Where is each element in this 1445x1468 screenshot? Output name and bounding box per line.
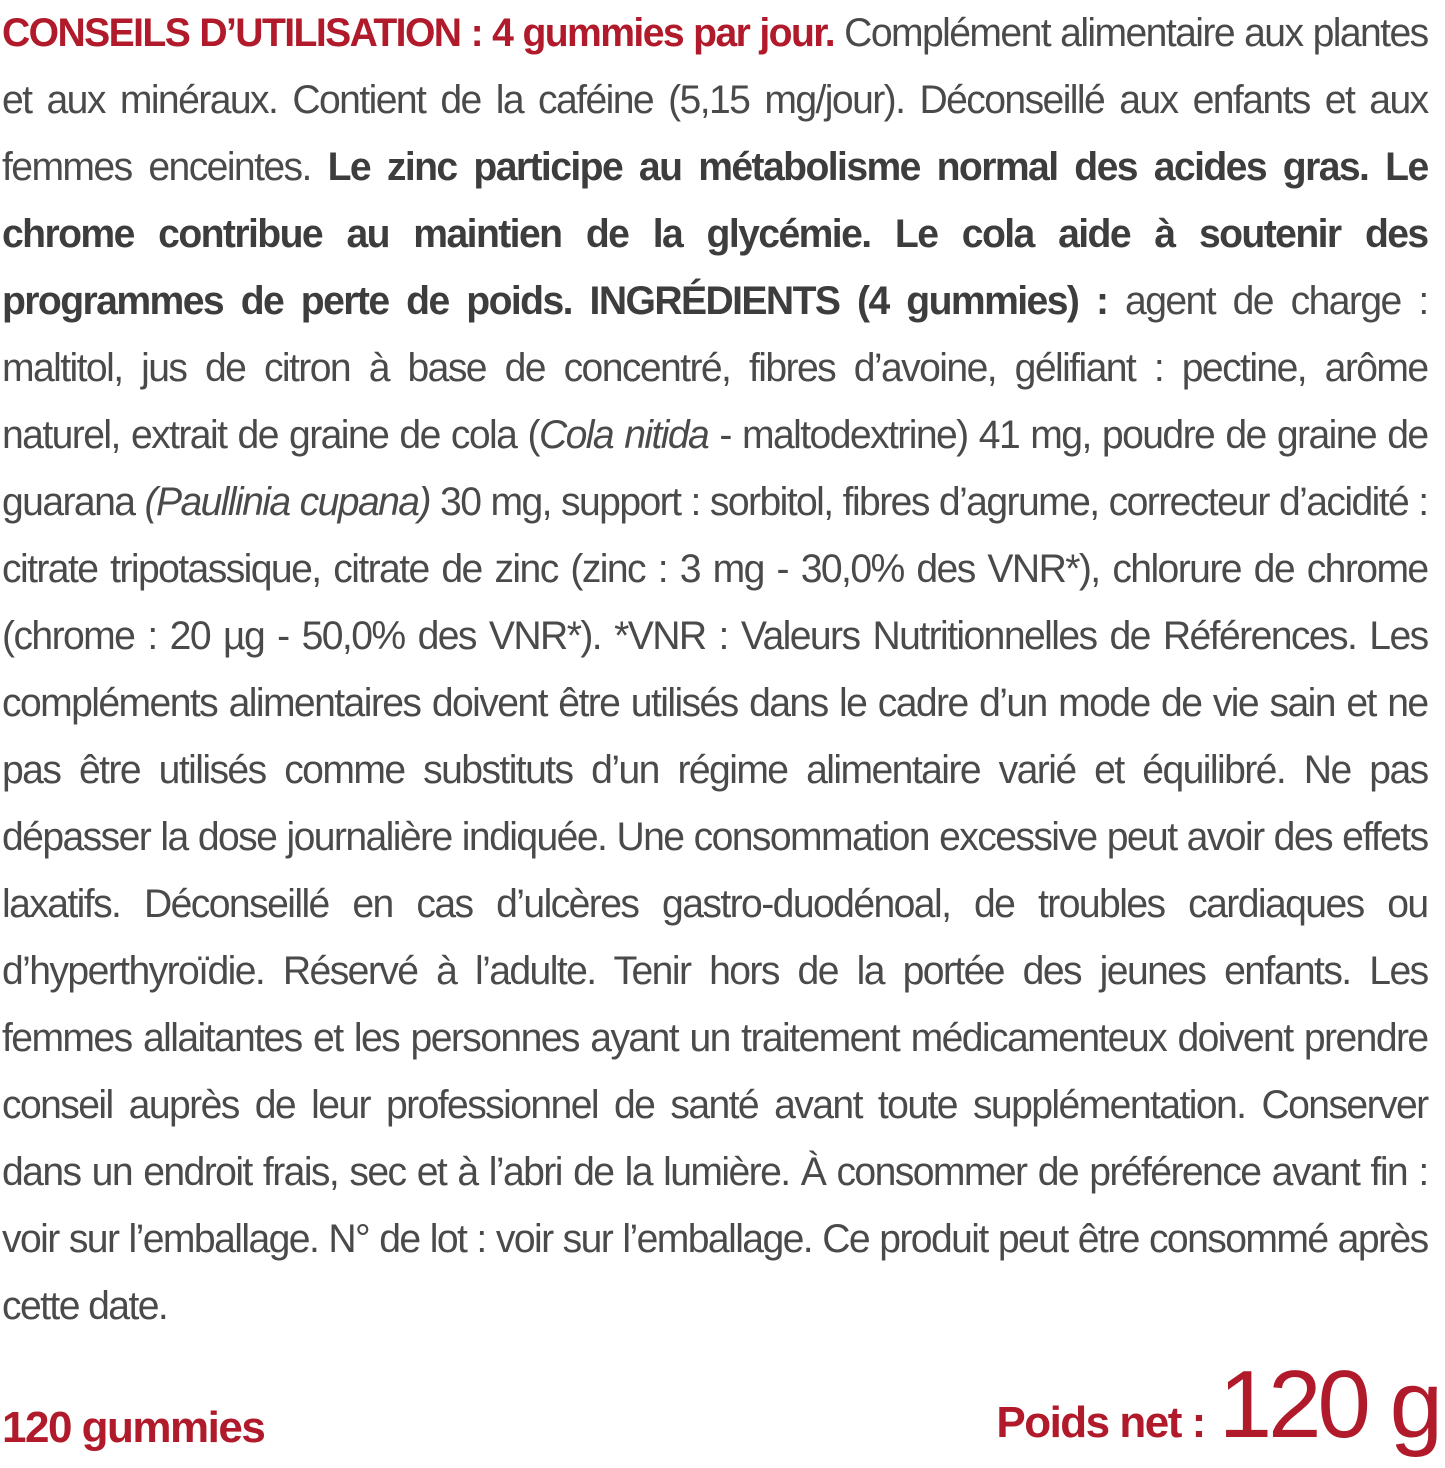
gummies-count: 120 gummies: [2, 1403, 265, 1452]
net-weight-value: 120 g: [1218, 1351, 1439, 1458]
net-weight: [996, 1351, 1439, 1458]
guarana-latin-name: (Paullinia cupana): [144, 480, 430, 524]
ingredients-part-3: 30 mg, support : sorbitol, fibres d’agrume, correcteur d’acidité : citrate tripotassique, citrate de zinc (zinc : 3 mg - 30,0% des VNR*), chlorure de chrome (chrome : 20 µg - 50,0% des VNR*). *VNR : Valeurs Nutritionnelles de Références. Les compléments alimentaires doivent être utilisés dans le cadre d’un mode de vie sain et ne pas être utilisés comme substituts d’un régime alimentaire varié et équilibré. Ne pas dépasser la dose journalière indiquée. Une consommation excessive peut avoir des effets laxatifs. Déconseillé en cas d’ulcères gastro-duodénoal, de troubles cardiaques ou d’hyperthyroïdie. Réservé à l’adulte. Tenir hors de la portée des jeunes enfants. Les femmes allaitantes et les personnes ayant un traitement médicamenteux doivent prendre conseil auprès de leur professionnel de santé avant toute supplémentation. Conserver dans un endroit frais, sec et à l’abri de la lumière. À consommer de préférence avant fin : voir sur l’emballage. N° de lot : voir sur l’emballage. Ce produit peut être consommé après cette date.: [2, 480, 1428, 1328]
ingredients-part-2: - maltodextrine) 41 mg, poudre de graine de guarana: [2, 413, 1428, 524]
net-weight-label: Poids net :: [996, 1398, 1205, 1447]
health-claims: Le zinc participe au métabolisme normal des acides gras. Le chrome contribue au maintien de la glycémie. Le cola aide à soutenir des programmes de perte de poids. INGRÉDIENTS (4 gummies) :: [2, 145, 1428, 323]
product-label-text: [2, 0, 1428, 1340]
intro-text: Complément alimentaire aux plantes et aux minéraux. Contient de la caféine (5,15 mg/jour). Déconseillé aux enfants et aux femmes enceintes.: [2, 11, 1428, 189]
ingredients-part-1: agent de charge : maltitol, jus de citron à base de concentré, fibres d’avoine, gélifiant : pectine, arôme naturel, extrait de graine de cola (: [2, 279, 1428, 457]
usage-heading: CONSEILS D’UTILISATION : 4 gummies par jour.: [2, 11, 835, 55]
cola-latin-name: Cola nitida: [538, 413, 709, 457]
